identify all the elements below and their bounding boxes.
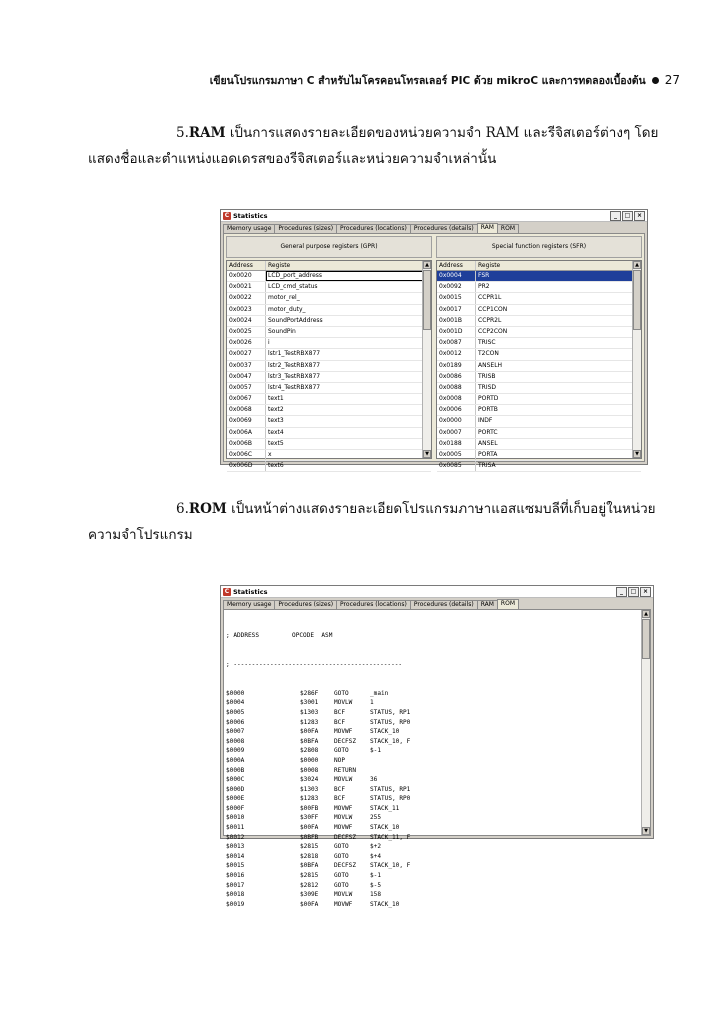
table-row[interactable] <box>227 439 431 450</box>
line-mnemonic: BCF <box>334 785 346 793</box>
line-operand: $-5 <box>370 881 382 889</box>
listing-line <box>226 785 638 795</box>
line-mnemonic: DECFSZ <box>334 862 357 870</box>
table-row[interactable] <box>437 405 641 416</box>
table-row[interactable] <box>437 293 641 304</box>
line-opcode: $0BFA <box>300 862 319 870</box>
line-opcode: $2815 <box>300 872 319 880</box>
table-row[interactable] <box>227 305 431 316</box>
line-address: $0019 <box>226 900 245 908</box>
cell-address: 0x0188 <box>437 439 476 449</box>
scroll-up-icon[interactable]: ▲ <box>633 261 641 269</box>
line-address: $0004 <box>226 699 245 707</box>
cell-register: lstr3_TestRBX877 <box>268 372 321 380</box>
line-mnemonic: MOVWF <box>334 728 353 736</box>
table-row[interactable] <box>437 394 641 405</box>
line-opcode: $3024 <box>300 776 319 784</box>
app-icon: C <box>224 211 230 219</box>
listing-line <box>226 833 638 843</box>
close-icon[interactable]: × <box>634 211 645 221</box>
line-opcode: $2818 <box>300 852 319 860</box>
item-term: ROM <box>188 501 227 517</box>
cell-register: text5 <box>268 439 284 447</box>
line-address: $0009 <box>226 747 245 755</box>
table-row[interactable] <box>437 450 641 461</box>
line-address: $0005 <box>226 708 245 716</box>
cell-register: lstr2_TestRBX877 <box>268 361 321 369</box>
line-operand: $+2 <box>370 843 382 851</box>
line-mnemonic: MOVWF <box>334 824 353 832</box>
tab-procedures-locations[interactable]: Procedures (locations) <box>336 600 411 609</box>
line-mnemonic: BCF <box>334 708 346 716</box>
window-titlebar <box>221 586 653 598</box>
table-row[interactable] <box>227 282 431 293</box>
line-opcode: $0BFB <box>300 833 319 841</box>
listing-line <box>226 766 638 776</box>
paragraph-line-2: ความจำโปรแกรม <box>88 527 193 543</box>
scroll-thumb[interactable] <box>642 619 650 659</box>
rom-listing[interactable] <box>226 612 638 908</box>
scroll-down-icon[interactable]: ▼ <box>633 450 641 458</box>
col-register[interactable]: Registe <box>268 262 291 269</box>
tab-procedures-locations[interactable]: Procedures (locations) <box>336 224 411 233</box>
cell-address: 0x006D <box>227 461 266 471</box>
cell-register: T2CON <box>478 350 499 358</box>
line-operand: STACK_10, F <box>370 862 411 870</box>
scroll-up-icon[interactable]: ▲ <box>642 610 650 618</box>
listing-line <box>226 794 638 804</box>
table-row[interactable] <box>227 349 431 360</box>
line-address: $0018 <box>226 891 245 899</box>
line-opcode: $1303 <box>300 785 319 793</box>
line-mnemonic: GOTO <box>334 881 349 889</box>
line-operand: $-1 <box>370 747 382 755</box>
cell-register: TRISC <box>478 339 496 347</box>
cell-register: PORTB <box>478 406 498 414</box>
table-row[interactable] <box>437 372 641 383</box>
item-number: 6. <box>176 501 189 517</box>
line-operand: STACK_11 <box>370 804 400 812</box>
cell-address: 0x0006 <box>437 405 476 415</box>
window-titlebar <box>221 210 647 222</box>
app-icon: C <box>224 587 230 595</box>
cell-address: 0x006C <box>227 450 266 460</box>
table-row[interactable] <box>437 416 641 427</box>
line-address: $0013 <box>226 843 245 851</box>
table-row[interactable] <box>227 383 431 394</box>
listing-line <box>226 746 638 756</box>
line-mnemonic: BCF <box>334 795 346 803</box>
line-opcode: $2808 <box>300 747 319 755</box>
cell-address: 0x0022 <box>227 293 266 303</box>
cell-register: text6 <box>268 462 284 470</box>
cell-register: PR2 <box>478 283 490 291</box>
header-title: เขียนโปรแกรมภาษา C สำหรับไมโครคอนโทรลเลอร์ PIC ด้วย mikroC และการทดลองเบื้องต้น <box>209 74 646 87</box>
table-row[interactable] <box>227 450 431 461</box>
paragraph-line-1: เป็นหน้าต่างแสดงรายละเอียดโปรแกรมภาษาแอสแซมบลีที่เก็บอยู่ในหน่วย <box>226 501 656 517</box>
cell-address: 0x0005 <box>437 450 476 460</box>
tab-procedures-details[interactable]: Procedures (details) <box>410 224 478 233</box>
rom-scrollbar[interactable] <box>641 610 650 835</box>
line-address: $0012 <box>226 833 245 841</box>
line-address: $0015 <box>226 862 245 870</box>
cell-address: 0x0037 <box>227 361 266 371</box>
cell-register: INDF <box>478 417 493 425</box>
listing-line <box>226 871 638 881</box>
line-operand: STATUS, RP1 <box>370 785 411 793</box>
line-mnemonic: MOVWF <box>334 804 353 812</box>
listing-divider: ; ---------------------------------------------- <box>226 660 403 668</box>
tab-rom[interactable]: ROM <box>497 599 519 609</box>
gpr-button[interactable]: General purpose registers (GPR) <box>226 236 432 258</box>
listing-line <box>226 881 638 891</box>
table-row[interactable] <box>437 428 641 439</box>
cell-register: ANSELH <box>478 361 503 369</box>
cell-address: 0x0000 <box>437 416 476 426</box>
cell-address: 0x0021 <box>227 282 266 292</box>
line-mnemonic: GOTO <box>334 852 349 860</box>
cell-address: 0x0008 <box>437 394 476 404</box>
maximize-icon[interactable]: □ <box>628 587 639 597</box>
line-operand: _main <box>370 689 389 697</box>
line-address: $0007 <box>226 728 245 736</box>
cell-register: PORTC <box>478 428 498 436</box>
table-row[interactable] <box>227 327 431 338</box>
cell-register: SoundPortAddress <box>268 316 323 324</box>
line-operand: STACK_10 <box>370 900 400 908</box>
line-address: $000D <box>226 785 245 793</box>
table-row[interactable] <box>437 461 641 472</box>
line-opcode: $30FF <box>300 814 319 822</box>
line-opcode: $1283 <box>300 795 319 803</box>
line-mnemonic: GOTO <box>334 843 349 851</box>
tab-bar <box>221 223 647 233</box>
table-row[interactable] <box>227 416 431 427</box>
listing-line <box>226 861 638 871</box>
line-opcode: $3001 <box>300 699 319 707</box>
cell-address: 0x0027 <box>227 349 266 359</box>
line-opcode: $0008 <box>300 766 319 774</box>
line-operand: STACK_10 <box>370 824 400 832</box>
listing-line <box>226 718 638 728</box>
col-address[interactable]: Address <box>437 261 476 270</box>
line-opcode: $1303 <box>300 708 319 716</box>
table-row[interactable] <box>227 361 431 372</box>
line-address: $0016 <box>226 872 245 880</box>
line-address: $0014 <box>226 852 245 860</box>
cell-register: PORTA <box>478 451 498 458</box>
line-operand: STACK_10, F <box>370 737 411 745</box>
cell-address: 0x006A <box>227 428 266 438</box>
cell-register: x <box>268 451 272 458</box>
cell-address: 0x0085 <box>437 461 476 471</box>
cell-address: 0x001D <box>437 327 476 337</box>
table-row[interactable] <box>227 372 431 383</box>
listing-line <box>226 842 638 852</box>
paragraph-line-2: แสดงชื่อและตำแหน่งแอดเดรสของรีจิสเตอร์และหน่วยความจำเหล่านั้น <box>88 151 497 167</box>
cell-address: 0x0092 <box>437 282 476 292</box>
window-title: Statistics <box>233 587 268 596</box>
bullet-dot-icon <box>652 77 659 84</box>
line-opcode: $00FA <box>300 824 319 832</box>
line-address: $0017 <box>226 881 245 889</box>
cell-address: 0x0047 <box>227 372 266 382</box>
line-operand: 1 <box>370 699 374 707</box>
cell-register: TRISD <box>478 383 497 391</box>
table-row[interactable] <box>437 338 641 349</box>
close-icon[interactable]: × <box>640 587 651 597</box>
cell-register: text3 <box>268 417 284 425</box>
cell-address: 0x0017 <box>437 305 476 315</box>
cell-register: text2 <box>268 406 284 414</box>
line-opcode: $2812 <box>300 881 319 889</box>
line-mnemonic: MOVLW <box>334 699 353 707</box>
cell-register: TRISA <box>478 462 496 470</box>
table-row[interactable] <box>227 405 431 416</box>
item-number: 5. <box>176 125 189 141</box>
minimize-icon[interactable]: _ <box>610 211 621 221</box>
paragraph-line-1: เป็นการแสดงรายละเอียดของหน่วยความจำ RAM และรีจิสเตอร์ต่างๆ โดย <box>225 125 659 141</box>
cell-register: CCP1CON <box>478 305 508 313</box>
line-operand: 36 <box>370 776 378 784</box>
line-address: $0006 <box>226 718 245 726</box>
tab-memory-usage[interactable]: Memory usage <box>223 600 275 609</box>
rom-tab-body <box>223 609 651 908</box>
line-address: $000F <box>226 804 245 812</box>
line-operand: STACK_11, F <box>370 833 411 841</box>
line-address: $000C <box>226 776 245 784</box>
line-operand: STACK_10 <box>370 728 400 736</box>
cell-register: motor_duty_ <box>268 305 306 313</box>
listing-line <box>226 708 638 718</box>
paragraph-ram <box>88 120 660 172</box>
scroll-up-icon[interactable]: ▲ <box>423 261 431 269</box>
line-address: $0000 <box>226 689 245 697</box>
cell-register: CCPR1L <box>478 294 502 302</box>
statistics-window-rom <box>220 585 654 908</box>
table-row[interactable] <box>437 349 641 360</box>
cell-register: text4 <box>268 428 284 436</box>
cell-register: CCP2CON <box>478 327 508 335</box>
line-address: $000E <box>226 795 245 803</box>
cell-register: PORTD <box>478 395 499 403</box>
sfr-button[interactable]: Special function registers (SFR) <box>436 236 642 258</box>
line-opcode: $1283 <box>300 718 319 726</box>
ram-tab-body <box>223 233 645 470</box>
scroll-thumb[interactable] <box>423 270 431 330</box>
line-mnemonic: BCF <box>334 718 346 726</box>
cell-register: FSR <box>476 271 641 281</box>
cell-register: LCD_cmd_status <box>268 283 318 291</box>
table-row[interactable] <box>437 383 641 394</box>
cell-address: 0x0023 <box>227 305 266 315</box>
table-row[interactable] <box>227 338 431 349</box>
item-term: RAM <box>188 125 226 141</box>
tab-ram[interactable]: RAM <box>477 600 498 609</box>
line-address: $000A <box>226 756 245 764</box>
tab-procedures-sizes[interactable]: Procedures (sizes) <box>274 224 337 233</box>
line-address: $0011 <box>226 824 245 832</box>
table-row[interactable] <box>437 282 641 293</box>
listing-line <box>226 698 638 708</box>
line-opcode: $0BFA <box>300 737 319 745</box>
listing-line <box>226 737 638 747</box>
listing-header: ; ADDRESS OPCODE ASM <box>226 632 333 640</box>
cell-register: SoundPin <box>268 327 296 335</box>
window-title: Statistics <box>233 211 268 220</box>
cell-address: 0x0189 <box>437 361 476 371</box>
line-operand: STATUS, RP1 <box>370 708 411 716</box>
line-mnemonic: DECFSZ <box>334 737 357 745</box>
line-opcode: $00FA <box>300 900 319 908</box>
line-address: $000B <box>226 766 245 774</box>
table-row[interactable] <box>437 305 641 316</box>
line-mnemonic: MOVLW <box>334 891 353 899</box>
page-number: 27 <box>664 73 680 87</box>
table-row[interactable] <box>227 461 431 472</box>
tab-memory-usage[interactable]: Memory usage <box>223 224 275 233</box>
cell-address: 0x0068 <box>227 405 266 415</box>
table-row[interactable] <box>227 394 431 405</box>
listing-line <box>226 689 638 699</box>
line-address: $0008 <box>226 737 245 745</box>
line-operand: 158 <box>370 891 382 899</box>
cell-address: 0x006B <box>227 439 266 449</box>
listing-line <box>226 775 638 785</box>
col-address[interactable]: Address <box>227 261 266 270</box>
cell-register: lstr4_TestRBX877 <box>268 383 321 391</box>
minimize-icon[interactable]: _ <box>616 587 627 597</box>
table-row[interactable] <box>227 428 431 439</box>
table-row[interactable] <box>437 361 641 372</box>
cell-register: text1 <box>268 395 284 403</box>
line-opcode: $2815 <box>300 843 319 851</box>
scroll-down-icon[interactable]: ▼ <box>423 450 431 458</box>
line-mnemonic: GOTO <box>334 747 349 755</box>
line-operand: STATUS, RP0 <box>370 795 411 803</box>
cell-address: 0x0012 <box>437 349 476 359</box>
tab-procedures-sizes[interactable]: Procedures (sizes) <box>274 600 337 609</box>
tab-ram[interactable]: RAM <box>477 223 498 233</box>
line-opcode: $286F <box>300 689 319 697</box>
scroll-thumb[interactable] <box>633 270 641 330</box>
line-mnemonic: NOP <box>334 756 346 764</box>
listing-line <box>226 890 638 900</box>
listing-line <box>226 852 638 862</box>
paragraph-rom <box>88 496 660 548</box>
cell-address: 0x0025 <box>227 327 266 337</box>
listing-line <box>226 727 638 737</box>
line-mnemonic: DECFSZ <box>334 833 357 841</box>
line-mnemonic: MOVLW <box>334 814 353 822</box>
cell-address: 0x0087 <box>437 338 476 348</box>
sfr-grid <box>436 260 642 470</box>
cell-register: TRISB <box>478 372 496 380</box>
listing-line <box>226 756 638 766</box>
line-mnemonic: MOVWF <box>334 900 353 908</box>
cell-address: 0x0088 <box>437 383 476 393</box>
cell-address: 0x001B <box>437 316 476 326</box>
cell-register: lstr1_TestRBX877 <box>268 350 321 358</box>
col-register[interactable]: Registe <box>478 262 501 269</box>
line-mnemonic: MOVLW <box>334 776 353 784</box>
line-operand: STATUS, RP0 <box>370 718 411 726</box>
listing-line <box>226 813 638 823</box>
table-row[interactable] <box>437 327 641 338</box>
table-row[interactable] <box>437 439 641 450</box>
cell-address: 0x0026 <box>227 338 266 348</box>
cell-address: 0x0057 <box>227 383 266 393</box>
line-operand: 255 <box>370 814 382 822</box>
grid-header <box>437 261 641 271</box>
statistics-window-ram <box>220 209 648 470</box>
line-mnemonic: GOTO <box>334 689 349 697</box>
scroll-down-icon[interactable]: ▼ <box>642 827 650 835</box>
table-row[interactable] <box>437 316 641 327</box>
cell-address: 0x0069 <box>227 416 266 426</box>
tab-bar <box>221 599 653 609</box>
table-row[interactable] <box>227 316 431 327</box>
tab-procedures-details[interactable]: Procedures (details) <box>410 600 478 609</box>
listing-line <box>226 900 638 910</box>
table-row[interactable] <box>227 271 431 282</box>
cell-register: CCPR2L <box>478 316 502 324</box>
cell-address: 0x0020 <box>227 271 266 281</box>
gpr-panel <box>226 236 432 470</box>
gpr-scrollbar[interactable] <box>422 261 431 458</box>
sfr-panel <box>436 236 642 470</box>
line-operand: $-1 <box>370 872 382 880</box>
table-row[interactable] <box>227 293 431 304</box>
cell-register: ANSEL <box>478 439 498 447</box>
line-opcode: $309E <box>300 891 319 899</box>
cell-register: i <box>268 339 270 347</box>
line-address: $0010 <box>226 814 245 822</box>
cell-address: 0x0007 <box>437 428 476 438</box>
line-opcode: $0000 <box>300 756 319 764</box>
page-header <box>200 72 680 88</box>
table-row[interactable] <box>437 271 641 282</box>
listing-line <box>226 804 638 814</box>
gpr-grid <box>226 260 432 470</box>
cell-register: motor_rel_ <box>268 294 300 302</box>
cell-address: 0x0004 <box>437 271 476 281</box>
cell-register: LCD_port_address <box>266 271 431 281</box>
line-opcode: $00FB <box>300 804 319 812</box>
cell-address: 0x0067 <box>227 394 266 404</box>
listing-line <box>226 823 638 833</box>
line-opcode: $00FA <box>300 728 319 736</box>
maximize-icon[interactable]: □ <box>622 211 633 221</box>
cell-address: 0x0086 <box>437 372 476 382</box>
cell-address: 0x0024 <box>227 316 266 326</box>
line-operand: $+4 <box>370 852 382 860</box>
line-mnemonic: RETURN <box>334 766 357 774</box>
cell-address: 0x0015 <box>437 293 476 303</box>
sfr-scrollbar[interactable] <box>632 261 641 458</box>
line-mnemonic: GOTO <box>334 872 349 880</box>
tab-rom[interactable]: ROM <box>497 224 519 233</box>
grid-header <box>227 261 431 271</box>
